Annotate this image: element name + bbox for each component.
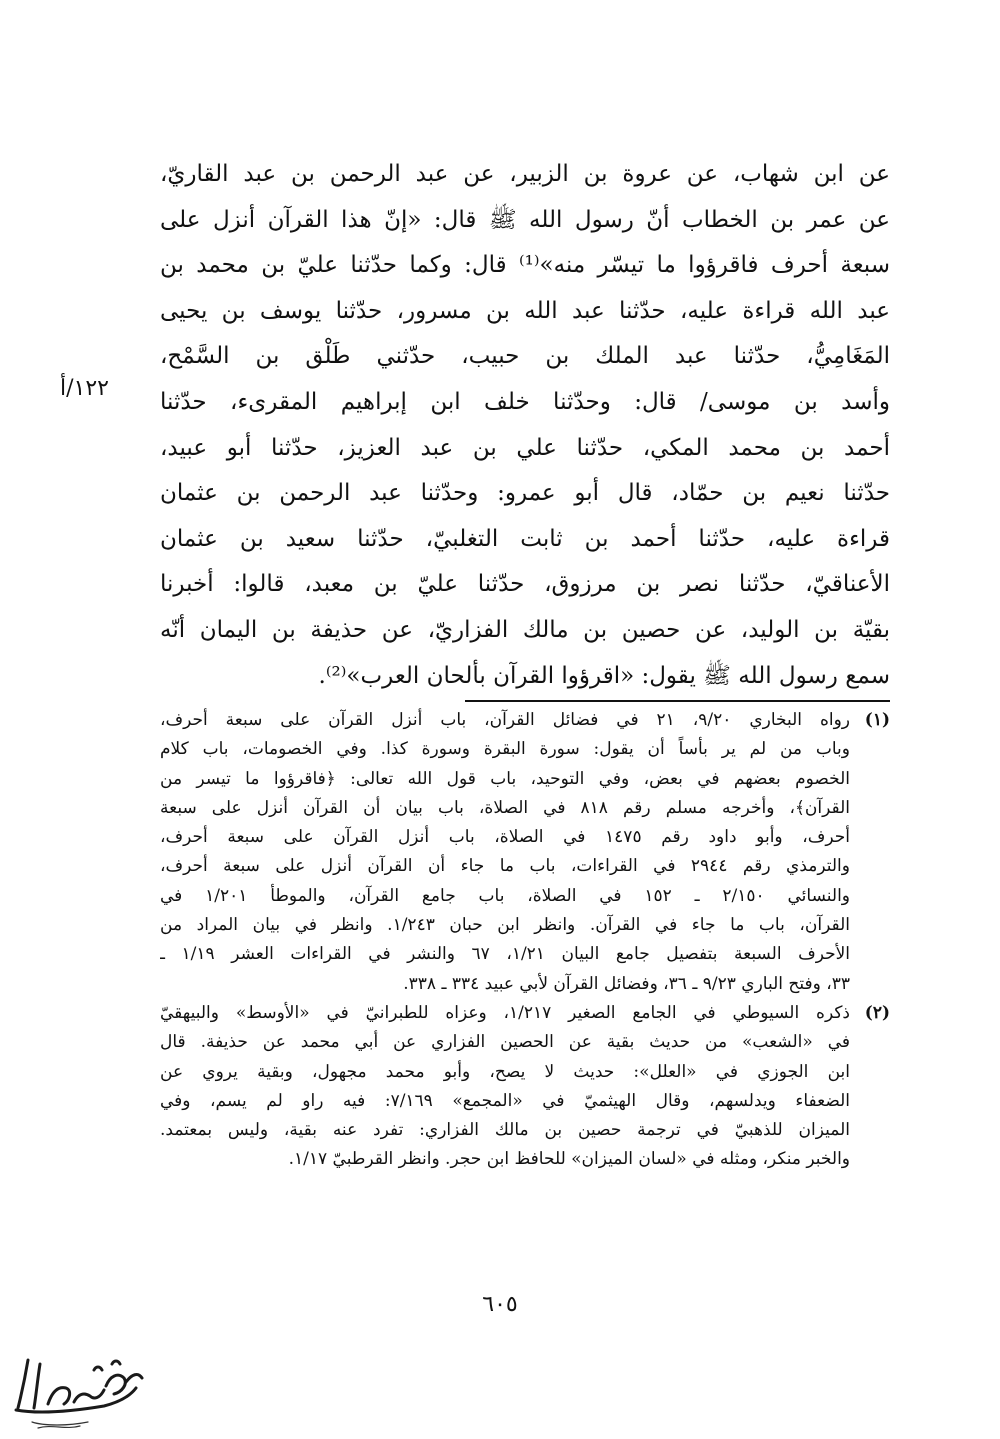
footnote-line: القرآن، باب ما جاء في القرآن. وانظر ابن حبان ١/٢٤٣. وانظر في بيان المراد من [160,915,850,936]
footnote-line: في «الشعب» من حديث بقية عن الحصين الفزاري عن أبي محمد عن حذيفة. قال [160,1032,850,1053]
main-text-line: عن ابن شهاب، عن عروة بن الزبير، عن عبد الرحمن بن عبد القاريّ، [160,161,890,187]
footnote-line: الضعفاء ويدلسهم، وقال الهيثميّ في «المجمع» ٧/١٦٩: فيه راو لم يسم، وفي [160,1090,850,1111]
footnote-line: أحرف، وأبو داود رقم ١٤٧٥ في الصلاة، باب أنزل القرآن على سبعة أحرف، [160,827,850,848]
footnotes-block [160,706,890,1175]
main-text-line: حدّثنا نعيم بن حمّاد، قال أبو عمرو: وحدّثنا عبد الرحمن بن عثمان [160,480,890,507]
main-text-line: أحمد بن محمد المكي، حدّثنا علي بن عبد العزيز، حدّثنا أبو عبيد، [160,434,890,461]
main-text-line: سمع رسول الله ﷺ يقول: «اقرؤوا القرآن بألحان العرب»⁽²⁾. [318,662,890,689]
footnote-line: رواه البخاري ٩/٢٠، ٢١ في فضائل القرآن، باب أنزل القرآن على سبعة أحرف، [160,710,850,730]
footnote-number: (٢) [864,1002,890,1023]
footnote-line: والخبر منكر، ومثله في «لسان الميزان» للحافظ ابن حجر. وانظر القرطبيّ ١/١٧. [288,1149,850,1170]
page-number: ٦٠٥ [482,1292,518,1317]
footnote-1 [160,706,890,999]
main-text-line: قراءة عليه، حدّثنا أحمد بن ثابت التغلبيّ، حدّثنا سعيد بن عثمان [160,525,890,552]
main-text-block [160,152,890,699]
footnote-line: والنسائي ٢/١٥٠ ـ ١٥٢ في الصلاة، باب جامع القرآن، والموطأ ١/٢٠١ في [160,885,850,906]
main-text-line: وأسد بن موسى/ قال: وحدّثنا خلف ابن إبراهيم المقرىء، حدّثنا [160,388,890,415]
manuscript-folio-marker: ١٢٢/أ [60,376,109,401]
footnote-line: وباب من لم ير بأساً أن يقول: سورة البقرة وسورة كذا. وفي الخصومات، باب كلام [160,739,850,760]
main-text-line: المَغَامِيُّ، حدّثنا عبد الملك بن حبيب، حدّثني طَلْق بن السَّمْح، [160,343,890,370]
footnote-line: ٣٣، وفتح الباري ٩/٢٣ ـ ٣٦، وفضائل القرآن لأبي عبيد ٣٣٤ ـ ٣٣٨. [403,973,850,994]
footnote-number: (١) [864,710,890,730]
main-text-line: الأعناقيّ، حدّثنا نصر بن مرزوق، حدّثنا عليّ بن معبد، قالوا: أخبرنا [160,571,890,598]
footnote-divider [465,700,890,702]
footnote-line: الميزان للذهبيّ في ترجمة حصين بن مالك الفزاري: تفرد عنه بقية، وليس بمعتمد. [160,1120,850,1141]
main-text-line: عبد الله قراءة عليه، حدّثنا عبد الله بن مسرور، حدّثنا يوسف بن يحيى [160,297,890,324]
footnote-line: والترمذي رقم ٢٩٤٤ في القراءات، باب ما جاء أن القرآن أنزل على سبعة أحرف، [160,856,850,877]
footnote-line: الخصوم بعضهم في بعض، وفي التوحيد، باب قول الله تعالى: ﴿فاقرؤوا ما تيسر من [160,768,850,789]
footnote-line: ابن الجوزي في «العلل»: حديث لا يصح، وأبو محمد مجهول، وبقية يروي عن [160,1061,850,1082]
main-text-line: سبعة أحرف فاقرؤوا ما تيسّر منه»⁽¹⁾ قال: وكما حدّثنا عليّ بن محمد بن [160,252,890,279]
footnote-2 [160,999,890,1175]
main-text-line: عن عمر بن الخطاب أنّ رسول الله ﷺ قال: «إنّ هذا القرآن أنزل على [160,206,890,233]
footnote-line: ذكره السيوطي في الجامع الصغير ١/٢١٧، وعزاه للطبرانيّ في «الأوسط» والبيهقيّ [160,1002,850,1023]
footnote-line: القرآن﴾، وأخرجه مسلم رقم ٨١٨ في الصلاة، باب بيان أن القرآن أنزل على سبعة [160,797,850,818]
footnote-line: الأحرف السبعة بتفصيل جامع البيان ١/٢١، ٦٧ والنشر في القراءات العشر ١/١٩ ـ [160,944,850,965]
watermark-seal-logo [8,1352,148,1434]
main-text-line: بقيّة بن الوليد، عن حصين بن مالك الفزاريّ، عن حذيفة بن اليمان أنّه [160,616,890,643]
